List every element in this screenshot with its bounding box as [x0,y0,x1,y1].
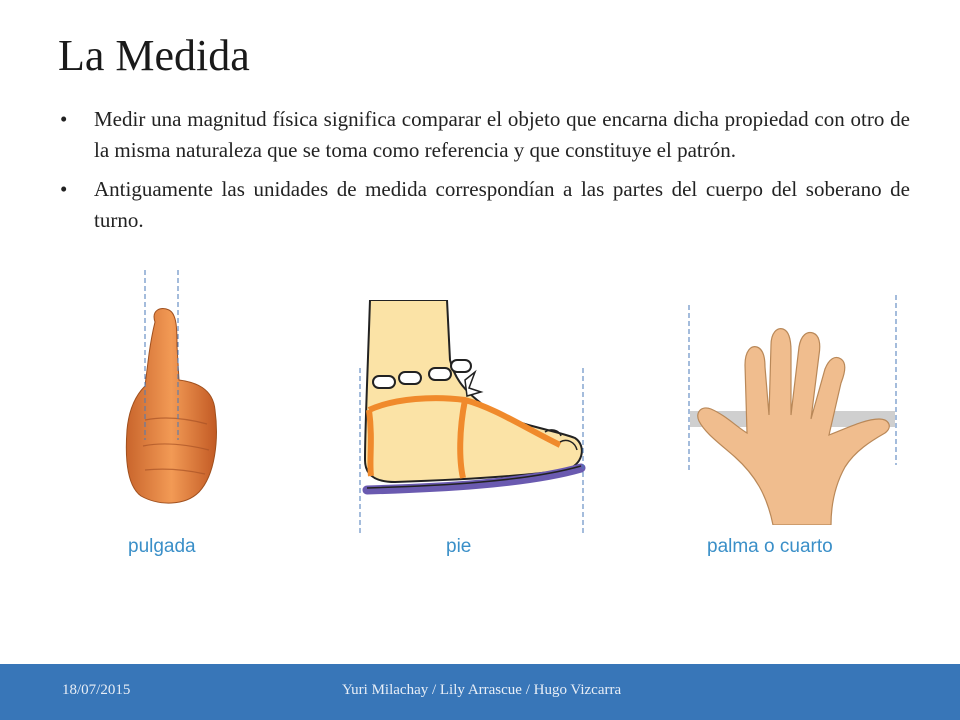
bullet-list [60,104,910,244]
caption-palma: palma o cuarto [707,536,833,557]
footer-authors: Yuri Milachay / Lily Arrascue / Hugo Vizcarra [342,682,622,698]
thumb-illustration [115,270,225,530]
slide-title: La Medida [58,31,250,80]
footer-date: 18/07/2015 [62,682,131,698]
footer-bar [0,664,960,720]
bullet-marker: • [60,107,68,131]
bullet-item [60,174,910,236]
caption-pulgada: pulgada [128,536,196,557]
hand-illustration [685,295,900,525]
bullet-item [60,104,910,166]
bullet-text: Antiguamente las unidades de medida correspondían a las partes del cuerpo del soberano de turno. [94,177,910,232]
bullet-marker: • [60,177,68,201]
caption-pie: pie [446,536,472,557]
foot-illustration [355,300,590,535]
bullet-text: Medir una magnitud física significa comparar el objeto que encarna dicha propiedad con otro de la misma naturaleza que se toma como referencia y que constituye el patrón. [94,107,910,162]
